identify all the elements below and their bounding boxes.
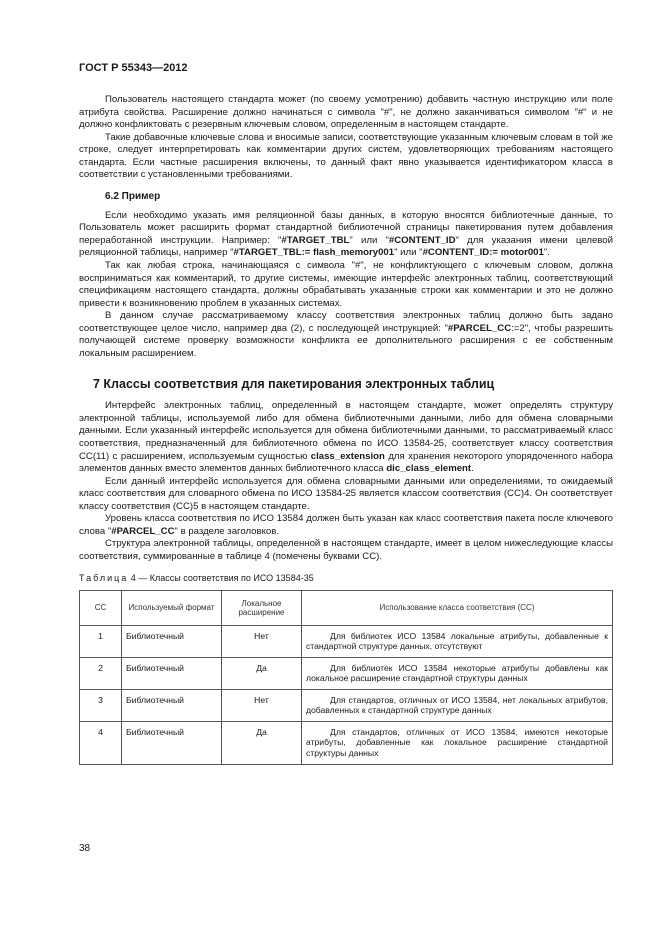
text-run: В данном случае рассматриваемому классу соответствия электронных таблиц должно быть задано соответствующее целое число, например два (2), с последующей инструкцией: " <box>79 310 613 334</box>
cell-cc: 4 <box>80 721 122 764</box>
table-caption-label: Таблица <box>79 572 129 583</box>
cell-local: Да <box>222 721 302 764</box>
text-run: Такие добавочные ключевые слова и вносимые записи, соответствующие указанным ключевым словам в той же строке, следует интерпретировать как комментарии других систем, удовлетворяющих требованиям настоящего стандарта. Если частные расширения включены, то данный факт явно указывается идентификатором класса в соответствии с установленными требованиями. <box>79 131 613 181</box>
cell-local: Нет <box>222 689 302 721</box>
text-run: Интерфейс электронных таблиц, определенный в настоящем стандарте, может определять структуру электронной таблицы, используемой либо для обмена библиотечными данными, либо для обмена словарными данными. Если указанный интерфейс используется для обмена библиотечными данными, то рассматриваемый класс соответствия, предназначенный для библиотечного обмена по ИСО 13584-25, соответствует классу соответствия СС(11) с расширением, используемым сущностью <box>79 400 613 462</box>
subsection-title: 6.2 Пример <box>105 190 161 202</box>
paragraph <box>79 476 613 514</box>
bold-term: #CONTENT_ID <box>388 234 456 246</box>
section-title: 7 Классы соответствия для пакетирования электронных таблиц <box>93 377 495 392</box>
cell-format: Библиотечный <box>122 689 222 721</box>
conformance-table <box>79 590 613 765</box>
page-content <box>79 94 613 765</box>
table-caption-text: 4 — Классы соответствия по ИСО 13584-35 <box>128 572 314 583</box>
cell-local: Нет <box>222 625 302 657</box>
text-run: Если данный интерфейс используется для обмена словарными данными или определениями, то ожидаемый класс соответствия для словарного обмена по ИСО 13584-25 является классом соответствия (СС)4. Он соответствует классу соответствия (СС)5 в настоящем стандарте. <box>79 475 613 512</box>
table-row <box>80 625 613 657</box>
cell-usage: Для библиотек ИСО 13584 локальные атрибуты, добавленные к стандартной структуре данных, отсутствуют <box>302 625 613 657</box>
bold-term: #CONTENT_ID:= motor001 <box>422 247 544 259</box>
cell-usage: Для стандартов, отличных от ИСО 13584, нет локальных атрибутов, добавленных к стандартной структуре данных <box>302 689 613 721</box>
text-run: :=2", чтобы разрешить получающей системе проверку возможности конфликта ее дополнительного расширения с ее собственным локальным расширением. <box>79 322 613 359</box>
section-paragraphs <box>79 400 613 563</box>
paragraph <box>79 132 613 182</box>
cell-format: Библиотечный <box>122 657 222 689</box>
paragraph <box>79 210 613 260</box>
table-header-row <box>80 590 613 625</box>
text-run: Если необходимо указать имя реляционной базы данных, в которую вносятся библиотечные данные, то Пользователь может расширить формат стандартной библиотечной страницы пакетирования путем добавления переработанной инструкции. Например: " <box>79 209 613 246</box>
example-paragraphs <box>79 210 613 361</box>
paragraph <box>79 400 613 475</box>
text-run: Так как любая строка, начинающаяся с символа "#", не конфликтующего с ключевым словом, должна восприниматься как комментарий, то другие системы, имеющие интерфейс электронных таблиц, соответствующий спецификациям настоящего стандарта, должны обрабатывать указанные строки как комментарии и это не должно привести к возникновению проблем в указанных системах. <box>79 260 613 309</box>
table-caption <box>79 573 613 583</box>
header-format: Используемый формат <box>122 590 222 625</box>
text-run: " или " <box>394 247 423 259</box>
cell-usage: Для библиотек ИСО 13584 некоторые атрибуты добавлены как локальное расширение стандартной структуры данных <box>302 657 613 689</box>
bold-term: #PARCEL_CC <box>447 322 512 334</box>
paragraph <box>79 94 613 132</box>
bold-term: #PARCEL_CC <box>111 525 175 537</box>
table-row <box>80 657 613 689</box>
text-run: " в разделе заголовков. <box>174 525 279 537</box>
header-usage: Использование класса соответствия (СС) <box>302 590 613 625</box>
table-row <box>80 689 613 721</box>
cell-usage: Для стандартов, отличных от ИСО 13584, имеются некоторые атрибуты, добавленные как локальное расширение стандартной структуры данных <box>302 721 613 764</box>
header-local: Локальное расширение <box>222 590 302 625</box>
bold-term: dic_class_element <box>386 463 472 475</box>
cell-local: Да <box>222 657 302 689</box>
bold-term: class_extension <box>310 450 385 462</box>
paragraph <box>79 513 613 538</box>
bold-term: #TARGET_TBL <box>281 234 350 246</box>
text-run: Пользователь настоящего стандарта может (по своему усмотрению) добавить частную инструкцию или поле атрибута свойства. Расширение должно начинаться с символа "#", не должно заканчиваться символом "#" и не должно конфликтовать с резервным ключевым словом, определенным в настоящем стандарте. <box>79 94 613 131</box>
text-run: " для указания имени целевой реляционной таблицы, например " <box>79 234 613 259</box>
text-run: . <box>471 463 474 475</box>
bold-term: #TARGET_TBL:= flash_memory001 <box>233 247 395 259</box>
text-run: Уровень класса соответствия по ИСО 13584 должен быть указан как класс соответствия пакета после ключевого слова " <box>79 513 613 537</box>
intro-paragraphs <box>79 94 613 182</box>
cell-cc: 2 <box>80 657 122 689</box>
cell-format: Библиотечный <box>122 721 222 764</box>
text-run: Структура электронной таблицы, определенной в настоящем стандарте, имеет в целом нижеследующие классы соответствия, суммированные в таблице 4 (помечены буквами СС). <box>79 538 613 562</box>
cell-cc: 3 <box>80 689 122 721</box>
text-run: " или " <box>349 234 389 246</box>
table-row <box>80 721 613 764</box>
cell-cc: 1 <box>80 625 122 657</box>
text-run: для хранения некоторого упорядоченного набора элементов данных вместо элементов данных библиотечного класса <box>79 450 613 475</box>
page-number: 38 <box>79 843 91 854</box>
paragraph <box>79 310 613 360</box>
cell-format: Библиотечный <box>122 625 222 657</box>
header-cc: СС <box>80 590 122 625</box>
document-header: ГОСТ Р 55343—2012 <box>79 62 188 74</box>
paragraph <box>79 538 613 563</box>
paragraph <box>79 260 613 310</box>
text-run: ". <box>543 247 550 259</box>
